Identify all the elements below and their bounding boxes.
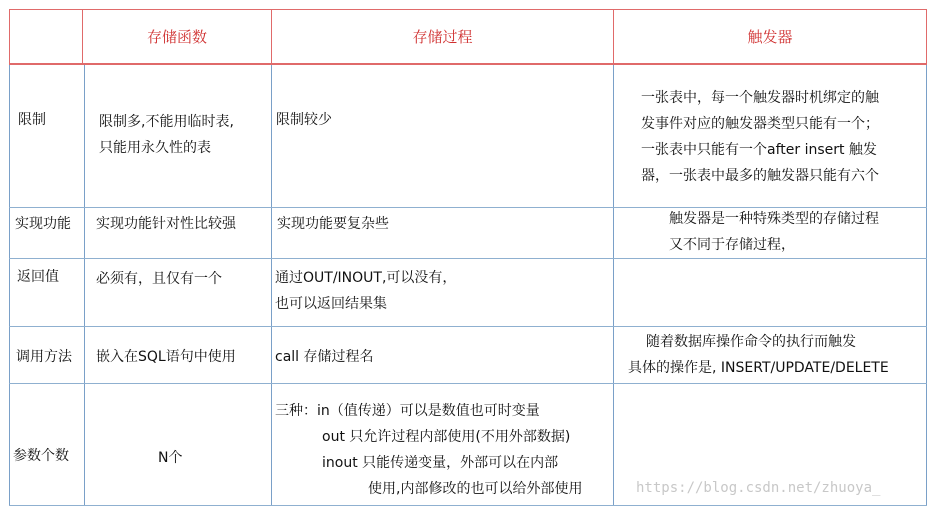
- procedure-params-line: out 只允许过程内部使用(不用外部数据): [322, 429, 571, 445]
- trigger-limit-line: 一张表中只能有一个after insert 触发: [641, 142, 877, 158]
- trigger-limit-line: 发事件对应的触发器类型只能有一个；: [641, 116, 879, 132]
- trigger-limit-line: 器，一张表中最多的触发器只能有六个: [641, 168, 879, 184]
- header-left-border: [9, 9, 10, 65]
- row-label-return: 返回值: [17, 269, 59, 285]
- trigger-limit-line: 一张表中，每一个触发器时机绑定的触: [641, 90, 879, 106]
- row-label-limit: 限制: [18, 112, 46, 128]
- row-label-params: 参数个数: [13, 448, 69, 464]
- function-feature: 实现功能针对性比较强: [96, 216, 236, 232]
- procedure-limit: 限制较少: [276, 112, 332, 128]
- body-left-border: [9, 65, 10, 506]
- body-div-2: [271, 65, 272, 506]
- procedure-feature: 实现功能要复杂些: [277, 216, 389, 232]
- procedure-params-line: 使用,内部修改的也可以给外部使用: [368, 481, 583, 497]
- row-label-invoke: 调用方法: [16, 349, 72, 365]
- function-limit: [99, 109, 234, 161]
- trigger-feature: [669, 206, 879, 258]
- body-div-3: [613, 65, 614, 506]
- watermark-text: https://blog.csdn.net/zhuoya_: [636, 480, 881, 496]
- trigger-limit: [641, 85, 879, 189]
- body-right-border: [926, 65, 927, 506]
- procedure-invoke: call 存储过程名: [275, 349, 374, 365]
- function-params: N个: [158, 450, 183, 466]
- function-return: 必须有，且仅有一个: [96, 271, 222, 287]
- procedure-return: [275, 265, 456, 317]
- header-bottom-border: [9, 63, 927, 65]
- procedure-params-line: inout 只能传递变量，外部可以在内部: [322, 455, 559, 471]
- body-div-1: [84, 65, 85, 506]
- function-limit-line: 限制多,不能用临时表,: [99, 114, 234, 130]
- row-line-4: [9, 383, 927, 384]
- trigger-feature-line: 触发器是一种特殊类型的存储过程: [669, 211, 879, 227]
- row-line-3: [9, 326, 927, 327]
- procedure-params: [275, 398, 582, 502]
- trigger-invoke-line: 具体的操作是, INSERT/UPDATE/DELETE: [628, 360, 889, 376]
- trigger-invoke: [628, 329, 889, 381]
- procedure-return-line: 也可以返回结果集: [275, 296, 387, 312]
- header-function: 存储函数: [146, 27, 207, 46]
- trigger-invoke-line: 随着数据库操作命令的执行而触发: [646, 334, 856, 350]
- procedure-return-line: 通过OUT/INOUT,可以没有，: [275, 270, 457, 286]
- header-right-border: [926, 9, 927, 65]
- header-procedure: 存储过程: [412, 27, 473, 46]
- row-label-feature: 实现功能: [15, 216, 71, 232]
- function-invoke: 嵌入在SQL语句中使用: [96, 349, 236, 365]
- row-line-5: [9, 505, 927, 506]
- function-limit-line: 只能用永久性的表: [99, 140, 211, 156]
- row-line-2: [9, 258, 927, 259]
- trigger-feature-line: 又不同于存储过程，: [669, 237, 795, 253]
- header-trigger: 触发器: [747, 27, 793, 46]
- procedure-params-line: 三种：in（值传递）可以是数值也可时变量: [275, 403, 540, 419]
